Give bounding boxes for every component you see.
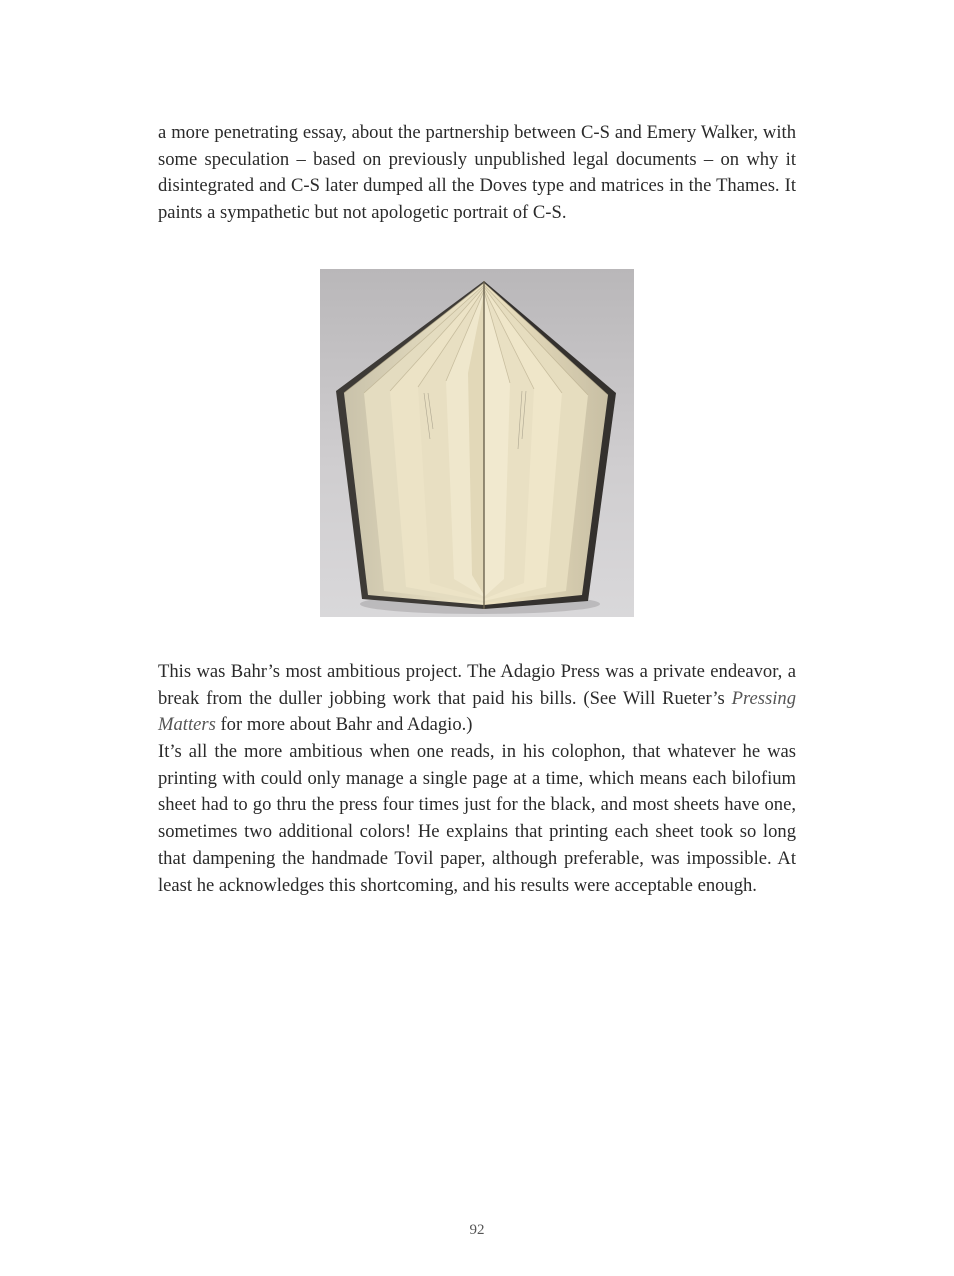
book-title: Pressing Matters [158, 687, 796, 736]
body-paragraph-bahr [158, 659, 796, 739]
paragraph-text: This was Bahr’s most ambitious project. The Adagio Press was a private endeavor, a break from the duller jobbing work that paid his bills. (See Will Rueter’s [158, 661, 796, 709]
body-paragraph-essay: a more penetrating essay, about the partnership between C-S and Emery Walker, with some speculation – based on previously unpublished legal documents – on why it disintegrated and C-S later dumped all the Doves type and matrices in the Thames. It paints a sympathetic but not apologetic portrait of C-S. [158, 122, 796, 224]
open-book-image [320, 269, 634, 617]
page-number: 92 [469, 1222, 485, 1238]
paragraph-text: for more about Bahr and Adagio.) [215, 714, 473, 736]
book-photo [320, 269, 634, 617]
body-paragraph-colophon: It’s all the more ambitious when one reads, in his colophon, that whatever he was printing with could only manage a single page at a time, which means each bilofium sheet had to go thru the press four times just for the black, and most sheets have one, sometimes two additional colors! He explains that printing each sheet took so long that dampening the handmade Tovil paper, although preferable, was impossible. At least he acknowledges this shortcoming, and his results were acceptable enough. [158, 741, 796, 896]
